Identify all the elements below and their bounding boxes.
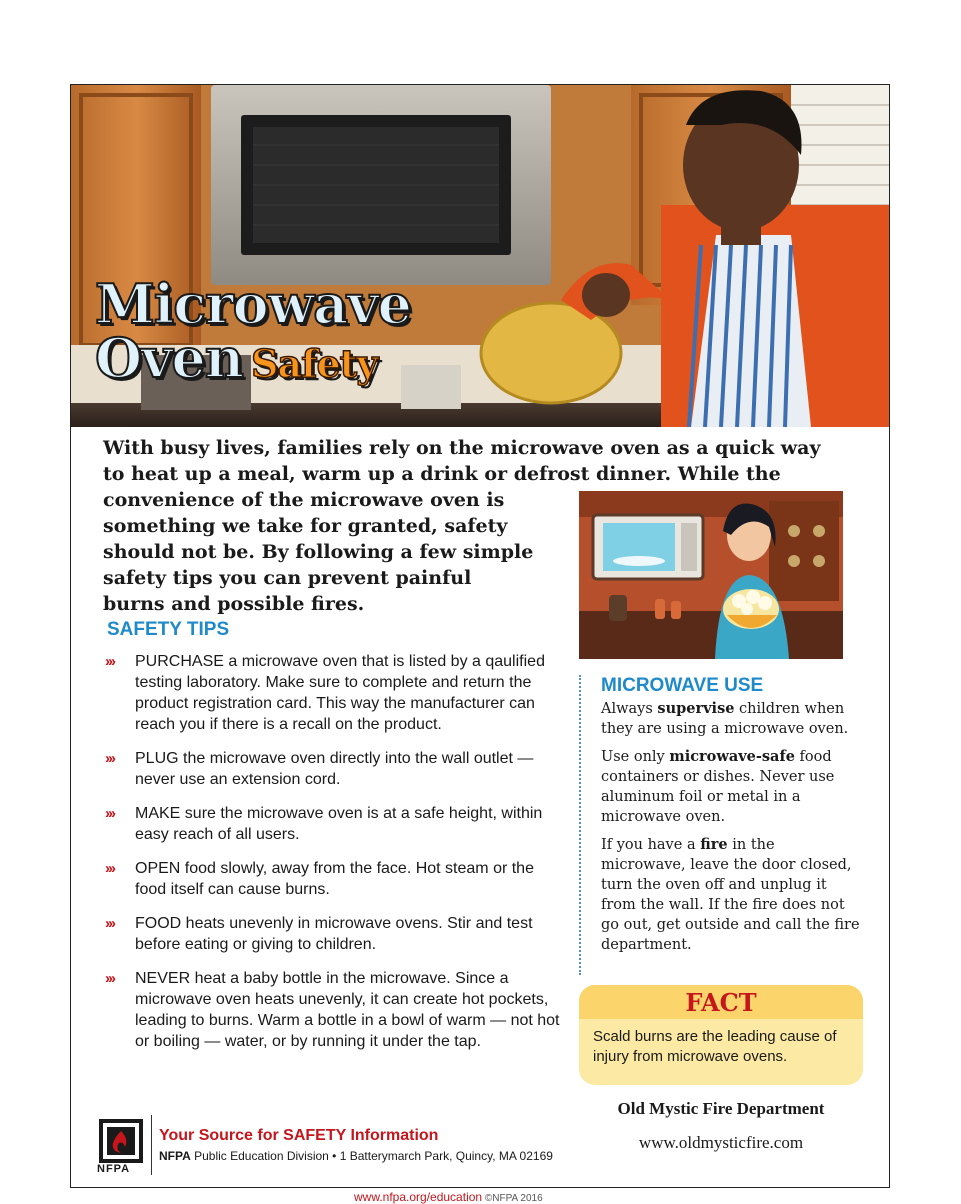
intro-line: burns and possible fires. [103, 593, 365, 615]
triple-chevron-icon: ››› [105, 653, 114, 670]
intro-line: convenience of the microwave oven is [103, 489, 505, 511]
title-safety: Safety [251, 341, 378, 386]
fact-title: FACT [685, 988, 757, 1017]
intro-line: safety tips you can prevent painful [103, 567, 472, 589]
footer-address [159, 1149, 553, 1163]
use-text: food containers or dishes. Never use aluminum foil or metal in a microwave oven. [601, 749, 835, 825]
nfpa-url-link[interactable]: www.nfpa.org/education [354, 1190, 483, 1204]
triple-chevron-icon: ››› [105, 970, 114, 987]
use-text: Always [601, 701, 658, 717]
tip-text: PLUG the microwave oven directly into the wall outlet — never use an extension cord. [135, 750, 534, 788]
list-item [105, 651, 567, 735]
tip-text: OPEN food slowly, away from the face. Hot steam or the food itself can cause burns. [135, 860, 534, 898]
use-text: If you have a [601, 837, 701, 853]
bottom-footer [354, 1190, 543, 1204]
hero-title [95, 272, 411, 390]
title-oven-row [95, 326, 411, 390]
footer-org: NFPA [159, 1149, 191, 1163]
use-text: Use only [601, 749, 670, 765]
hero-photo [71, 85, 890, 427]
use-text: children when they are using a microwave oven. [601, 701, 849, 737]
use-emphasis: supervise [657, 700, 735, 717]
intro-line: something we take for granted, safety [103, 515, 508, 537]
title-microwave: Microwave [95, 272, 411, 336]
woman-popcorn-illustration [579, 491, 843, 659]
department-name: Old Mystic Fire Department [617, 1099, 825, 1118]
use-paragraph [601, 699, 861, 739]
department-url[interactable]: www.oldmysticfire.com [638, 1133, 804, 1152]
fact-header [579, 985, 863, 1019]
footer-divider [151, 1115, 152, 1175]
use-text: in the microwave, leave the door closed, turn the oven off and unplug it from the wall. If the fire does not go out, get outside and call the fire department. [601, 837, 860, 953]
flyer-page [70, 84, 890, 1188]
kitchen-illustration [579, 491, 843, 659]
list-item [105, 913, 567, 955]
safety-tips-list [105, 651, 567, 1065]
intro-line: With busy lives, families rely on the microwave oven as a quick way [103, 437, 821, 459]
nfpa-wordmark: NFPA [97, 1163, 131, 1175]
tip-text: PURCHASE a microwave oven that is listed by a qaulified testing laboratory. Make sure to complete and return the product registration card. This way the manufacturer can reach you if there is a recall on the product. [135, 653, 545, 733]
use-emphasis: fire [700, 836, 728, 853]
footer-address-text: Public Education Division • 1 Batterymarch Park, Quincy, MA 02169 [190, 1149, 553, 1163]
list-item [105, 748, 567, 790]
intro-line: should not be. By following a few simple [103, 541, 534, 563]
triple-chevron-icon: ››› [105, 860, 114, 877]
tip-text: MAKE sure the microwave oven is at a safe height, within easy reach of all users. [135, 805, 543, 843]
triple-chevron-icon: ››› [105, 805, 114, 822]
use-emphasis: microwave-safe [669, 748, 795, 765]
copyright: ©NFPA 2016 [482, 1193, 543, 1204]
triple-chevron-icon: ››› [105, 915, 114, 932]
triple-chevron-icon: ››› [105, 750, 114, 767]
list-item [105, 968, 567, 1052]
use-paragraph [601, 747, 861, 827]
list-item [105, 803, 567, 845]
use-paragraph [601, 835, 861, 955]
intro-line: to heat up a meal, warm up a drink or defrost dinner. While the [103, 463, 781, 485]
microwave-use-heading: MICROWAVE USE [601, 675, 764, 696]
tip-text: NEVER heat a baby bottle in the microwave. Since a microwave oven heats unevenly, it can create hot pockets, leading to burns. Warm a bottle in a bowl of warm — not hot or boiling — water, or by running it under the tap. [135, 970, 560, 1050]
list-item [105, 858, 567, 900]
fact-box [579, 985, 863, 1085]
safety-tips-heading: SAFETY TIPS [107, 619, 230, 640]
tip-text: FOOD heats unevenly in microwave ovens. Stir and test before eating or giving to children. [135, 915, 533, 953]
fact-text: Scald burns are the leading cause of injury from microwave ovens. [593, 1028, 837, 1065]
nfpa-logo-icon [99, 1119, 143, 1163]
footer-tagline: Your Source for SAFETY Information [159, 1127, 439, 1144]
title-oven: Oven [95, 326, 244, 390]
microwave-use-panel [579, 675, 861, 975]
